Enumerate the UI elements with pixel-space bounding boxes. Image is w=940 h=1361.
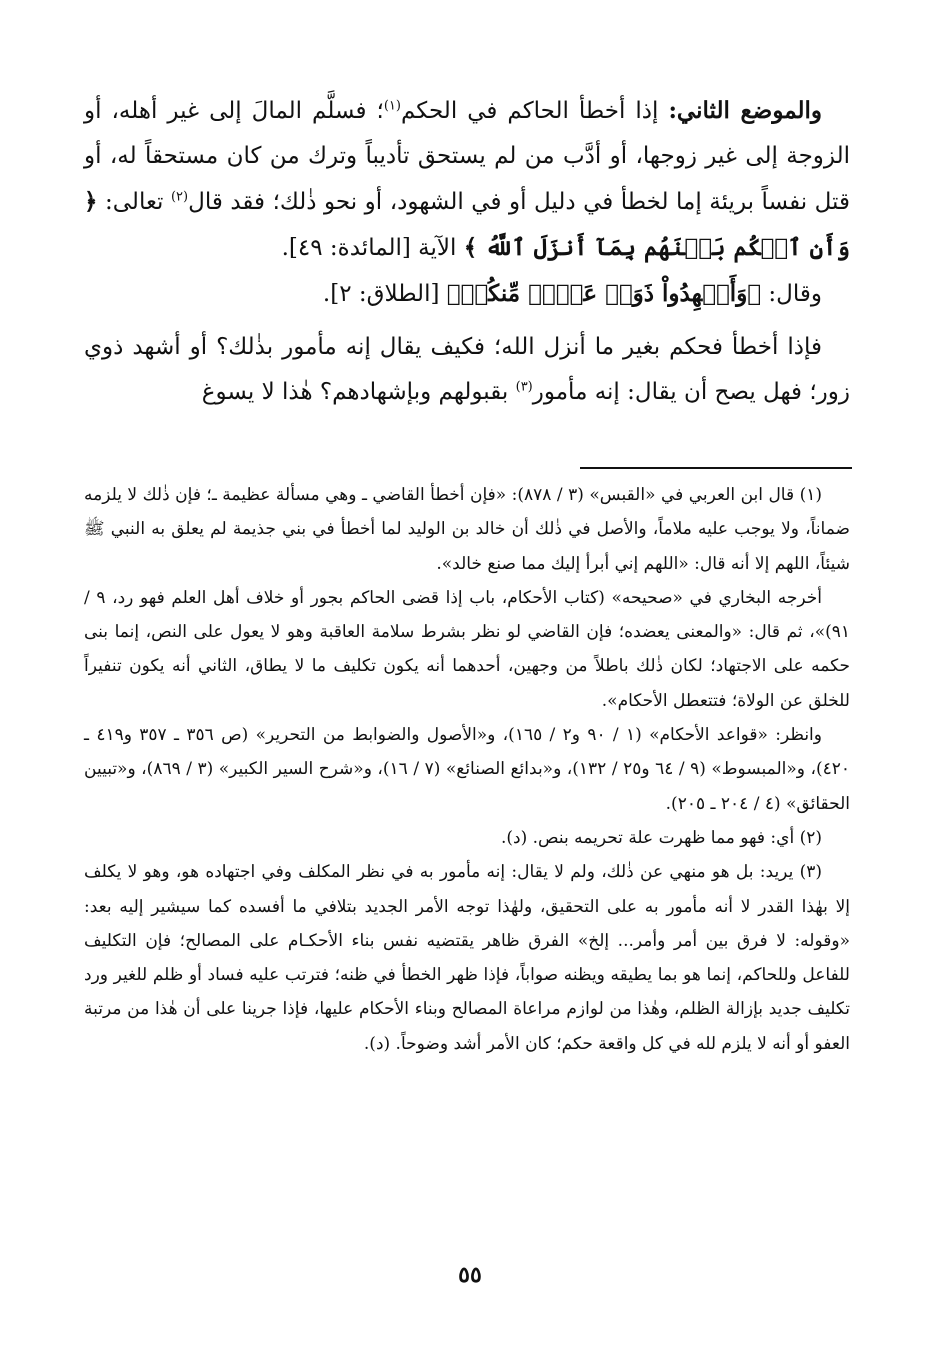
paragraph-text: [الطلاق: ٢]. [322,281,440,307]
footnote-3: (٣) يريد: بل هو منهي عن ذٰلك، ولم لا يقال: إنه مأمور به في نظر المكلف وفي اجتهاده هو، وهو لا يكلف إلا بهٰذا القدر لا أنه مأمور به على التحقيق، ولهٰذا توجه الأمر الجديد بتلافي ما أفسده كما سيشير إليه بعد: «وقوله: لا فرق بين أمر وأمر... إلخ» الفرق ظاهر يقتضيه نفس بناء الأحكـام على المصالح؛ فإن التكليف للفاعل وللحاكم، إنما هو بما يطيقه ويظنه صواباً، فإذا ظهر الخطأ في ظنه؛ فترتب عليه فساد أو ظلم للغير ورد تكليف جديد بإزالة الظلم، وهٰذا من لوازم مراعاة المصالح وبناء الأحكام عليها، فإذا جرينا على أن هٰذا من مرتبة العفو أو أنه لا يلزم لله في كل واقعة حكم؛ كان الأمر أشد وضوحاً. (د). [84,862,850,1054]
paragraph-question [84,325,850,415]
paragraph-text: الآية [المائدة: ٤٩]. [281,235,457,261]
paragraph-text: ؛ فسلَّم المالَ إلى غير أهله، أو الزوجة إلى غير زوجها، أو أدَّب من لم يستحق تأديباً وترك من كان مستحقاً له، أو قتل نفساً بريئة إما لخطأ في دليل أو في الشهود، أو نحو ذٰلك؛ فقد قال [84,98,850,215]
paragraph-text: تعالى: [105,189,171,215]
page-number: ٥٥ [458,1262,482,1288]
footnote-1: (١) قال ابن العربي في «القبس» (٣ / ٨٧٨): «فإن أخطأ القاضي ـ وهي مسألة عظيمة ـ؛ فإن ذٰلك لا يلزمه ضماناً، ولا يوجب عليه ملاماً، والأصل في ذٰلك أن خالد بن الوليد لما أخطأ في بني جذيمة لم يعلق به النبي ﷺ شيئاً، اللهم إلا أنه قال: «اللهم إني أبرأ إليك مما صنع خالد». [84,485,850,574]
footnote-1-continued: أخرجه البخاري في «صحيحه» (كتاب الأحكام، باب إذا قضى الحاكم بجور أو خلاف أهل العلم فهو رد، ٩ / ٩١)»، ثم قال: «والمعنى يعضده؛ فإن القاضي لو نظر بشرط سلامة العاقبة وهو لا يعول على النص، إنما بنى حكمه على الاجتهاد؛ لكان ذٰلك باطلاً من وجهين، أحدهما أنه يكون تكليف ما لا يطاق، الثاني أنه يكون تنفيراً للخلق عن الولاة؛ فتتعطل الأحكام». [84,587,850,711]
footnote-separator [580,467,852,469]
lead-phrase: والموضع الثاني: [668,97,823,124]
paragraph-witness-verse [84,271,850,317]
paragraph-text: إذا أخطأ الحاكم في الحكم [400,98,659,124]
footnote-marker-2: (٢) [170,189,189,205]
paragraph-second-position [84,88,850,271]
paragraph-text: وقال: [768,281,822,307]
quran-verse: ﴿ وَأَنِ ٱحۡكُم بَيۡنَهُم بِمَآ أَنزَلَ ٱللَّهُ ﴾ [84,188,850,261]
footnote-1-references: وانظر: «قواعد الأحكام» (١ / ٩٠ و٢ / ١٦٥)، و«الأصول والضوابط من التحرير» (ص ٣٥٦ ـ ٣٥٧ و٤١٩ ـ ٤٢٠)، و«المبسوط» (٩ / ٦٤ و٢٥ / ١٣٢)، و«بدائع الصنائع» (٧ / ١٦)، و«شرح السير الكبير» (٣ / ٨٦٩)، و«تبيين الحقائق» (٤ / ٢٠٤ ـ ٢٠٥). [84,725,850,814]
paragraph-text: فإذا أخطأ فحكم بغير ما أنزل الله؛ فكيف يقال إنه مأمور بذٰلك؟ أو أشهد ذوي زور؛ فهل يصح أن يقال: إنه مأمور [84,334,850,405]
footnote-marker-1: (١) [383,98,401,114]
footnote-2: (٢) أي: فهو مما ظهرت علة تحريمه بنص. (د). [501,827,822,848]
paragraph-text: بقبولهم وبإشهادهم؟ هٰذا لا يسوغ [201,379,516,405]
main-text [84,88,850,415]
footnote-marker-3: (٣) [515,379,533,395]
footnotes [84,478,850,1061]
quran-verse: ﴿وَأَشۡهِدُواْ ذَوَيۡ عَدۡلٖ مِّنكُمۡ﴾ [446,280,762,307]
